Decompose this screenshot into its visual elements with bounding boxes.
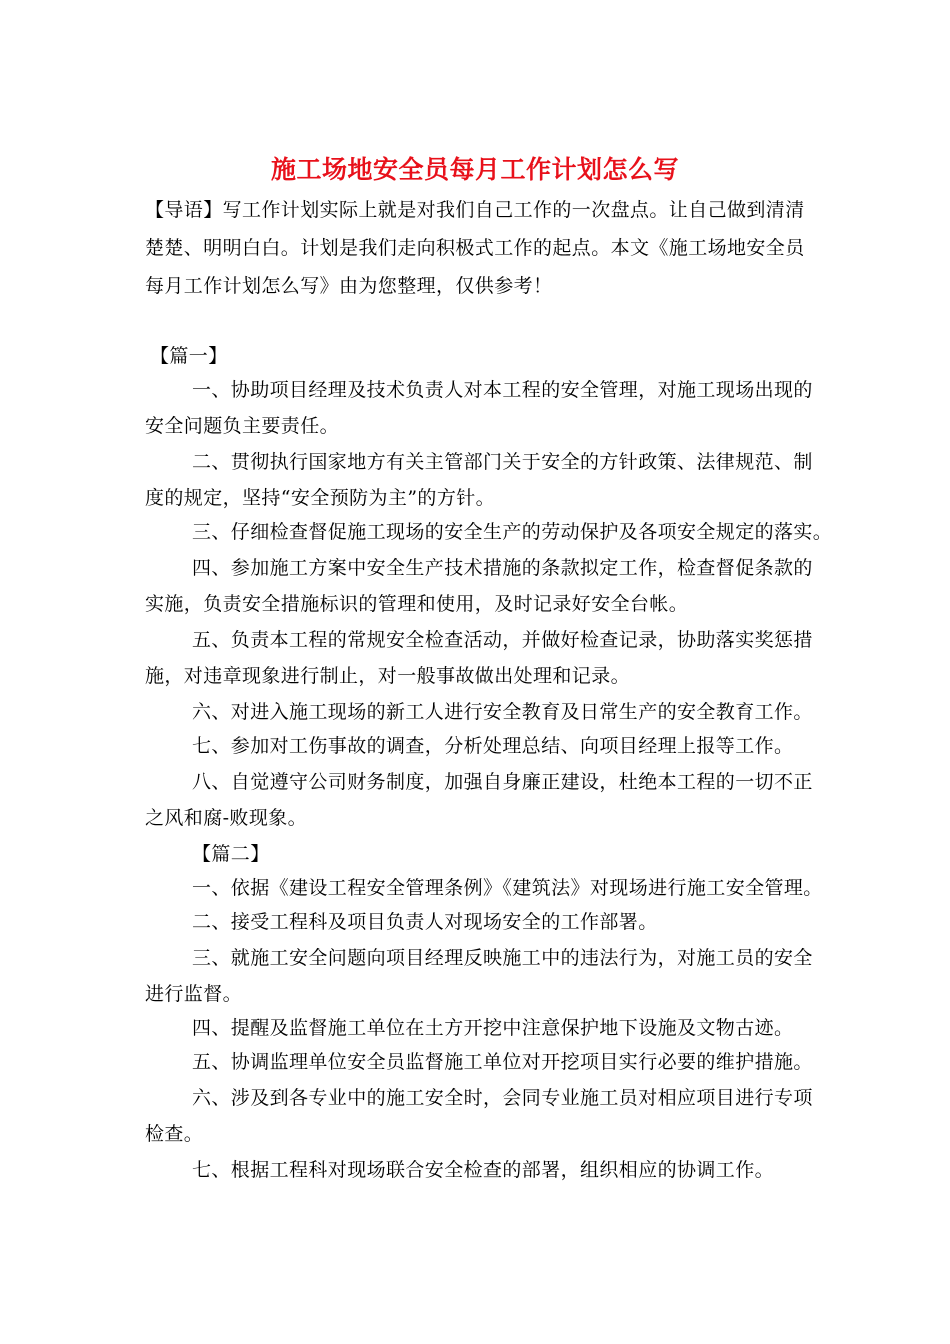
section-paragraph-line: 七、参加对工伤事故的调查，分析处理总结、向项目经理上报等工作。 xyxy=(192,735,794,757)
section-paragraph-line: 安全问题负主要责任。 xyxy=(145,415,340,437)
section-heading: 【篇一】 xyxy=(150,345,228,367)
section-paragraph-line: 一、依据《建设工程安全管理条例》《建筑法》对现场进行施工安全管理。 xyxy=(192,877,823,899)
section-paragraph-line: 六、涉及到各专业中的施工安全时，会同专业施工员对相应项目进行专项 xyxy=(192,1087,813,1109)
section-paragraph-line: 四、提醒及监督施工单位在土方开挖中注意保护地下设施及文物古迹。 xyxy=(192,1017,794,1039)
section-paragraph-line: 七、根据工程科对现场联合安全检查的部署，组织相应的协调工作。 xyxy=(192,1159,775,1181)
section-paragraph-line: 四、参加施工方案中安全生产技术措施的条款拟定工作，检查督促条款的 xyxy=(192,557,813,579)
section-paragraph-line: 实施，负责安全措施标识的管理和使用，及时记录好安全台帐。 xyxy=(145,593,689,615)
section-paragraph-line: 度的规定，坚持“安全预防为主”的方针。 xyxy=(145,487,496,509)
section-paragraph-line: 六、对进入施工现场的新工人进行安全教育及日常生产的安全教育工作。 xyxy=(192,701,813,723)
section-paragraph-line: 检查。 xyxy=(145,1123,204,1145)
intro-line: 楚楚、明明白白。计划是我们走向积极式工作的起点。本文《施工场地安全员 xyxy=(145,237,805,259)
section-paragraph-line: 施，对违章现象进行制止，对一般事故做出处理和记录。 xyxy=(145,665,631,687)
section-paragraph-line: 进行监督。 xyxy=(145,983,243,1005)
section-paragraph-line: 一、协助项目经理及技术负责人对本工程的安全管理，对施工现场出现的 xyxy=(192,379,813,401)
section-paragraph-line: 二、贯彻执行国家地方有关主管部门关于安全的方针政策、法律规范、制 xyxy=(192,451,813,473)
section-paragraph-line: 三、仔细检查督促施工现场的安全生产的劳动保护及各项安全规定的落实。 xyxy=(192,521,833,543)
section-paragraph-line: 二、接受工程科及项目负责人对现场安全的工作部署。 xyxy=(192,911,658,933)
section-paragraph-line: 五、负责本工程的常规安全检查活动，并做好检查记录，协助落实奖惩措 xyxy=(192,629,813,651)
intro-line: 【导语】写工作计划实际上就是对我们自己工作的一次盘点。让自己做到清清 xyxy=(145,199,805,221)
document-title: 施工场地安全员每月工作计划怎么写 xyxy=(270,155,679,184)
intro-line: 每月工作计划怎么写》由为您整理，仅供参考！ xyxy=(145,275,553,297)
section-paragraph-line: 三、就施工安全问题向项目经理反映施工中的违法行为，对施工员的安全 xyxy=(192,947,813,969)
section-paragraph-line: 五、协调监理单位安全员监督施工单位对开挖项目实行必要的维护措施。 xyxy=(192,1051,813,1073)
section-paragraph-line: 之风和腐-败现象。 xyxy=(145,807,308,829)
section-paragraph-line: 八、自觉遵守公司财务制度，加强自身廉正建设，杜绝本工程的一切不正 xyxy=(192,771,813,793)
section-heading: 【篇二】 xyxy=(192,843,270,865)
